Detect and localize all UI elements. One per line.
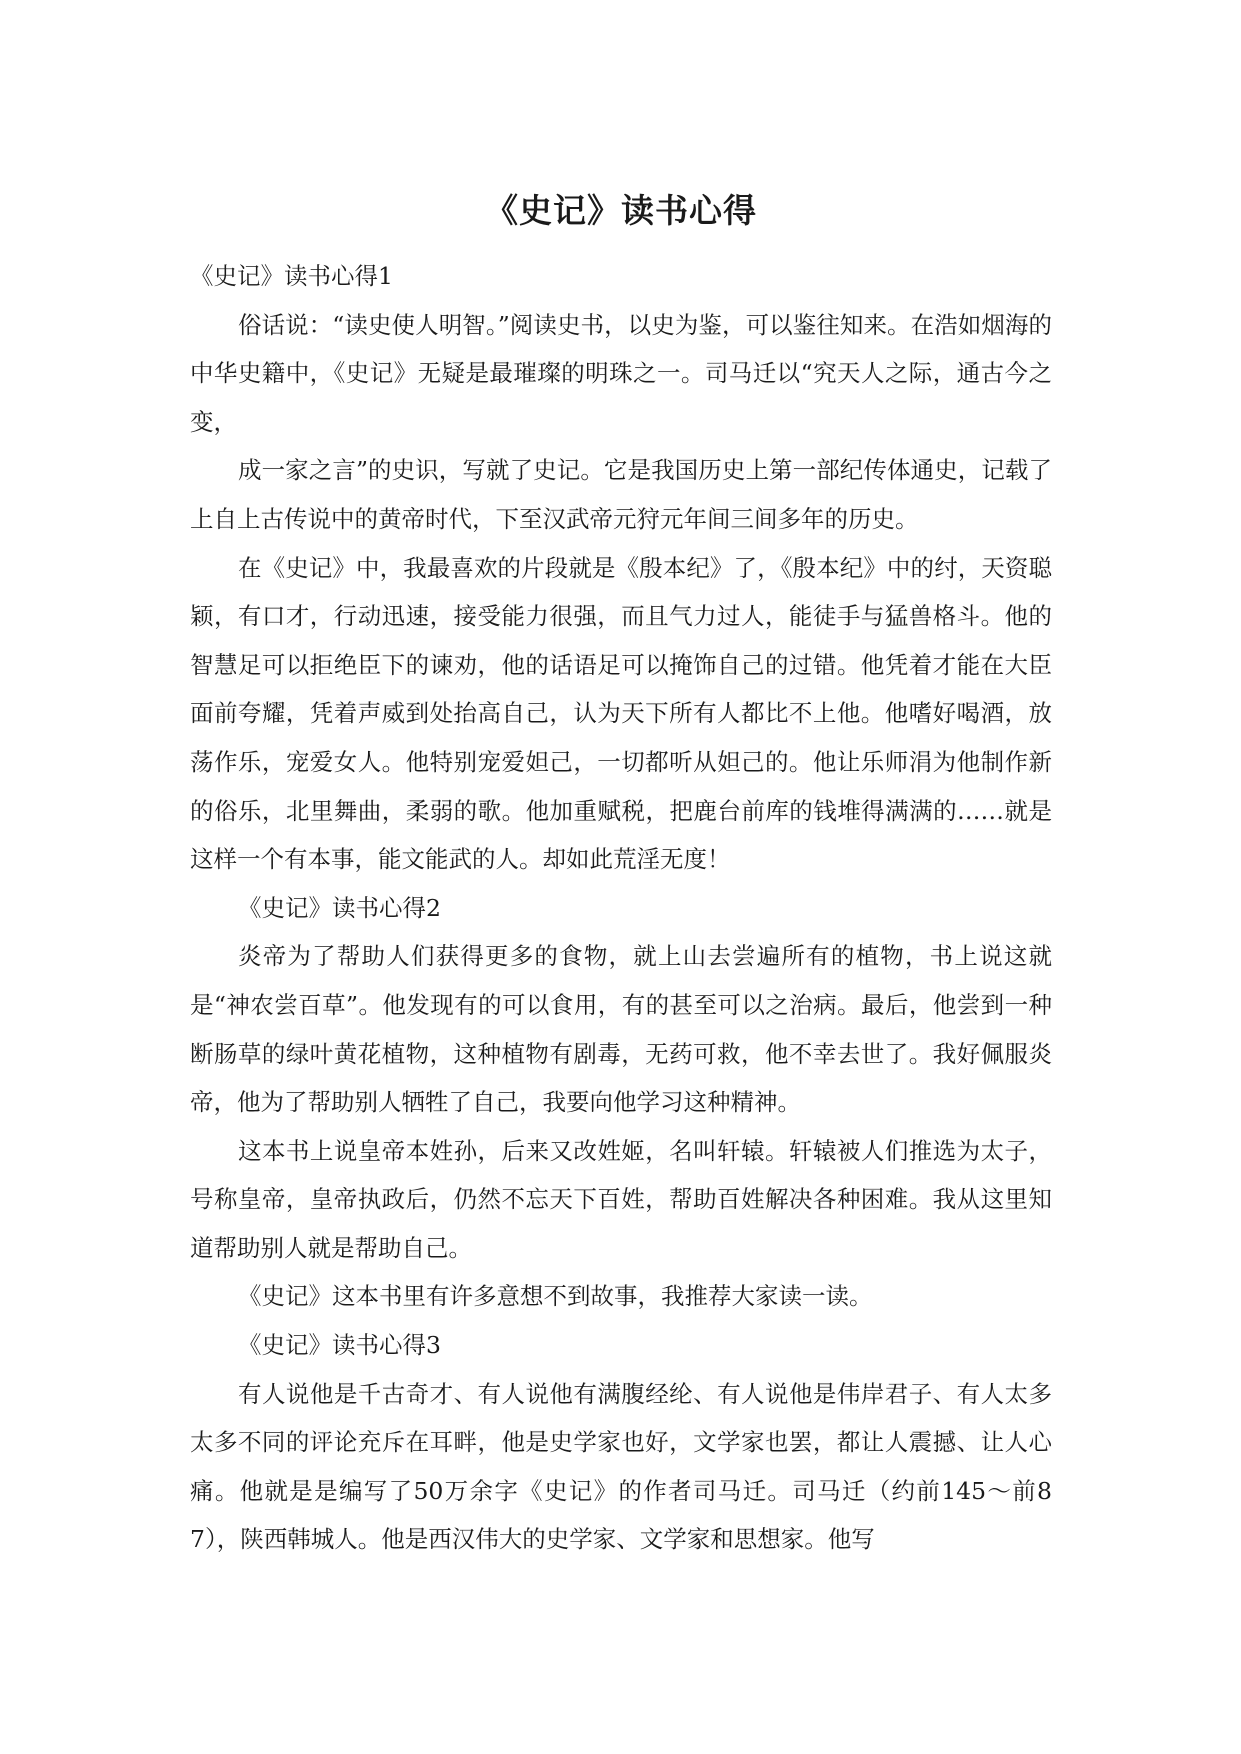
- paragraph: 《史记》这本书里有许多意想不到故事，我推荐大家读一读。: [238, 1282, 873, 1311]
- paragraph: 成一家之言”的史识，写就了史记。它是我国历史上第一部纪传体通史，记载了上自上古传说中的黄帝时代，下至汉武帝元狩元年间三间多年的历史。: [190, 456, 1052, 533]
- document-body: [190, 252, 1052, 1564]
- paragraph: 有人说他是千古奇才、有人说他有满腹经纶、有人说他是伟岸君子、有人太多太多不同的评论充斥在耳畔，他是史学家也好，文学家也罢，都让人震撼、让人心痛。他就是是编写了50万余字《史记》的作者司马迁。司马迁（约前145～前87），陕西韩城人。他是西汉伟大的史学家、文学家和思想家。他写: [190, 1379, 1052, 1554]
- section-heading-2: 《史记》读书心得2: [238, 893, 441, 922]
- paragraph: 俗话说：“读史使人明智。”阅读史书，以史为鉴，可以鉴往知来。在浩如烟海的中华史籍中，《史记》无疑是最璀璨的明珠之一。司马迁以“究天人之际，通古今之变，: [190, 310, 1052, 436]
- document-title: 《史记》读书心得: [485, 191, 757, 230]
- section-heading-1: 《史记》读书心得1: [190, 262, 393, 290]
- section-heading-3: 《史记》读书心得3: [238, 1331, 441, 1360]
- paragraph: 在《史记》中，我最喜欢的片段就是《殷本纪》了，《殷本纪》中的纣，天资聪颖，有口才，行动迅速，接受能力很强，而且气力过人，能徒手与猛兽格斗。他的智慧足可以拒绝臣下的谏劝，他的话语足可以掩饰自己的过错。他凭着才能在大臣面前夸耀，凭着声威到处抬高自己，认为天下所有人都比不上他。他嗜好喝酒，放荡作乐，宠爱女人。他特别宠爱妲己，一切都听从妲己的。他让乐师涓为他制作新的俗乐，北里舞曲，柔弱的歌。他加重赋税，把鹿台前库的钱堆得满满的……就是这样一个有本事，能文能武的人。却如此荒淫无度！: [190, 553, 1052, 874]
- paragraph: 这本书上说皇帝本姓孙，后来又改姓姬，名叫轩辕。轩辕被人们推选为太子，号称皇帝，皇帝执政后，仍然不忘天下百姓，帮助百姓解决各种困难。我从这里知道帮助别人就是帮助自己。: [190, 1136, 1052, 1262]
- paragraph: 炎帝为了帮助人们获得更多的食物，就上山去尝遍所有的植物，书上说这就是“神农尝百草”。他发现有的可以食用，有的甚至可以之治病。最后，他尝到一种断肠草的绿叶黄花植物，这种植物有剧毒，无药可救，他不幸去世了。我好佩服炎帝，他为了帮助别人牺牲了自己，我要向他学习这种精神。: [190, 942, 1052, 1117]
